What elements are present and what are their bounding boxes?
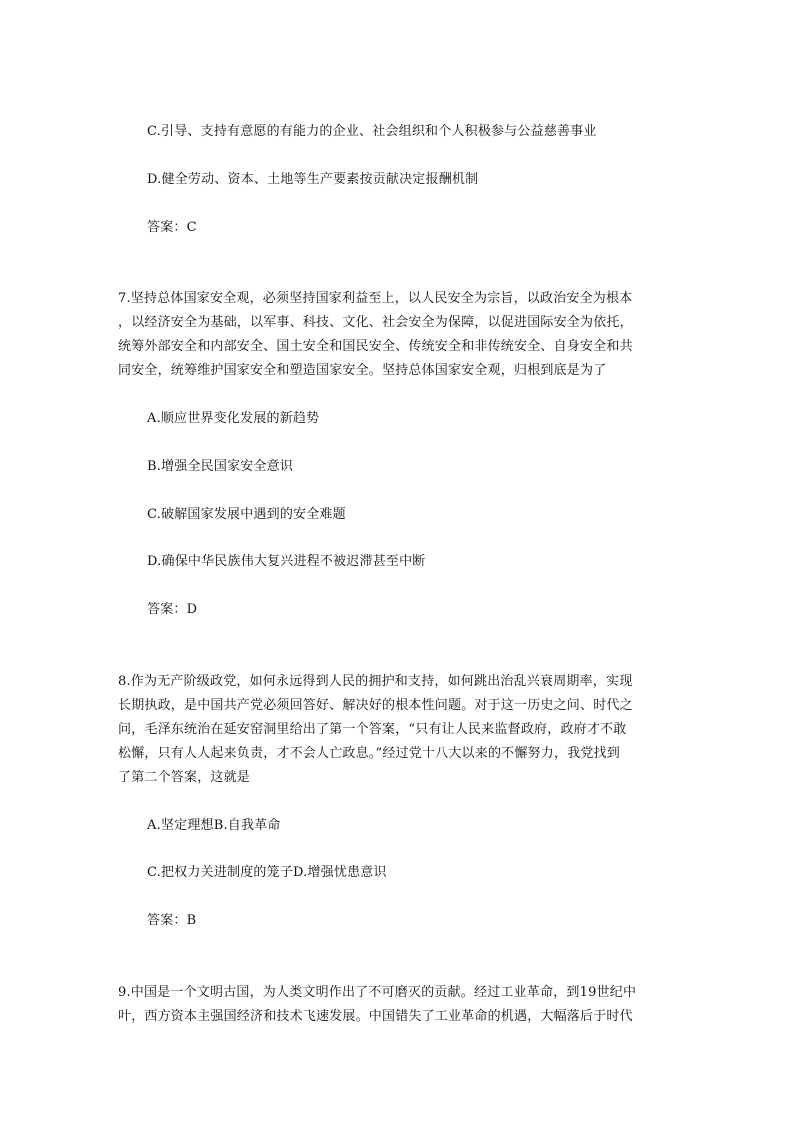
q8-stem-line-2: 长期执政，是中国共产党必须回答好、解决好的根本性问题。对于这一历史之问、时代之 [118,698,633,713]
q8-options-cd: C.把权力关进制度的笼子D.增强忧患意识 [147,865,387,880]
q7-option-b: B.增强全民国家安全意识 [147,459,294,474]
q8-options-ab: A.坚定理想B.自我革命 [147,818,281,833]
q9-stem-line-1: 9.中国是一个文明古国，为人类文明作出了不可磨灭的贡献。经过工业革命，到19世纪中 [118,985,637,1000]
q7-option-d: D.确保中华民族伟大复兴进程不被迟滞甚至中断 [147,554,426,569]
q6-option-d: D.健全劳动、资本、土地等生产要素按贡献决定报酬机制 [147,172,479,187]
q7-answer: 答案：D [147,602,198,617]
q8-stem-line-4: 松懈，只有人人起来负责，才不会人亡政息。”经过党十八大以来的不懈努力，我党找到 [118,746,620,761]
q8-stem-line-5: 了第二个答案，这就是 [118,770,251,785]
q9-stem-line-2: 叶，西方资本主强国经济和技术飞速发展。中国错失了工业革命的机遇，大幅落后于时代 [118,1009,633,1024]
q7-stem-line-4: 同安全，统筹维护国家安全和塑造国家安全。坚持总体国家安全观，归根到底是为了 [118,363,607,378]
q7-stem-line-2: ，以经济安全为基础，以军事、科技、文化、社会安全为保障，以促进国际安全为依托， [118,315,633,330]
q8-stem-line-1: 8.作为无产阶级政党，如何永远得到人民的拥护和支持，如何跳出治乱兴衰周期率，实现 [118,674,633,689]
q7-stem-line-1: 7.坚持总体国家安全观，必须坚持国家利益至上，以人民安全为宗旨，以政治安全为根本 [118,291,633,306]
q6-answer: 答案：C [147,220,197,235]
q6-option-c: C.引导、支持有意愿的有能力的企业、社会组织和个人积极参与公益慈善事业 [147,124,597,139]
q7-option-c: C.破解国家发展中遇到的安全难题 [147,507,346,522]
q7-stem-line-3: 统筹外部安全和内部安全、国土安全和国民安全、传统安全和非传统安全、自身安全和共 [118,339,633,354]
q7-option-a: A.顺应世界变化发展的新趋势 [147,411,320,426]
q8-stem-line-3: 问，毛泽东统治在延安窑洞里给出了第一个答案，“只有让人民来监督政府，政府才不敢 [118,722,627,737]
q8-answer: 答案：B [147,913,197,928]
